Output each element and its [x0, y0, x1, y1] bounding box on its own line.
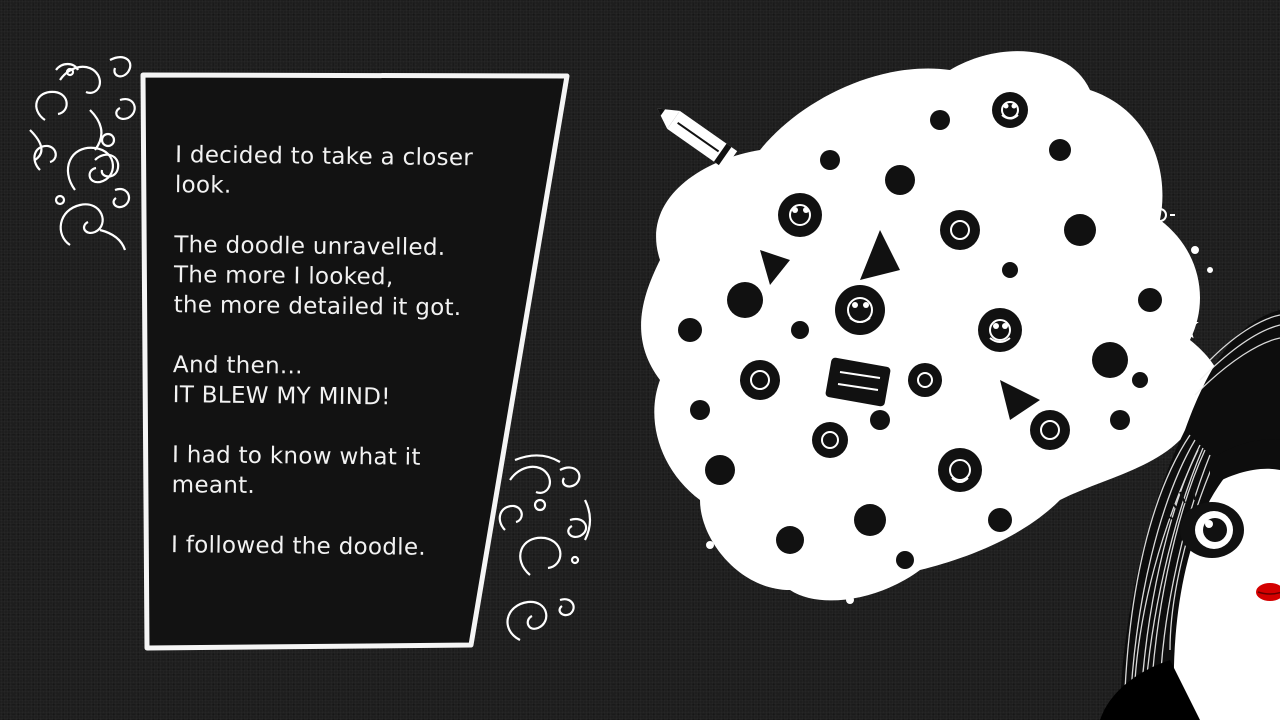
narrative-paragraph: I decided to take a closer look.	[174, 142, 474, 199]
doodle-cloud	[641, 51, 1223, 603]
narrative-paragraph: I had to know what it meant.	[171, 442, 421, 499]
ornament-top-left	[30, 57, 135, 250]
narrative-text	[171, 140, 536, 594]
pencil-icon	[651, 99, 737, 169]
narrative-paragraph: And then... IT BLEW MY MIND!	[172, 352, 391, 411]
narrative-paragraph: I followed the doodle.	[170, 532, 427, 561]
narrative-paragraph: The doodle unravelled. The more I looked, the more detailed it got.	[173, 232, 462, 322]
